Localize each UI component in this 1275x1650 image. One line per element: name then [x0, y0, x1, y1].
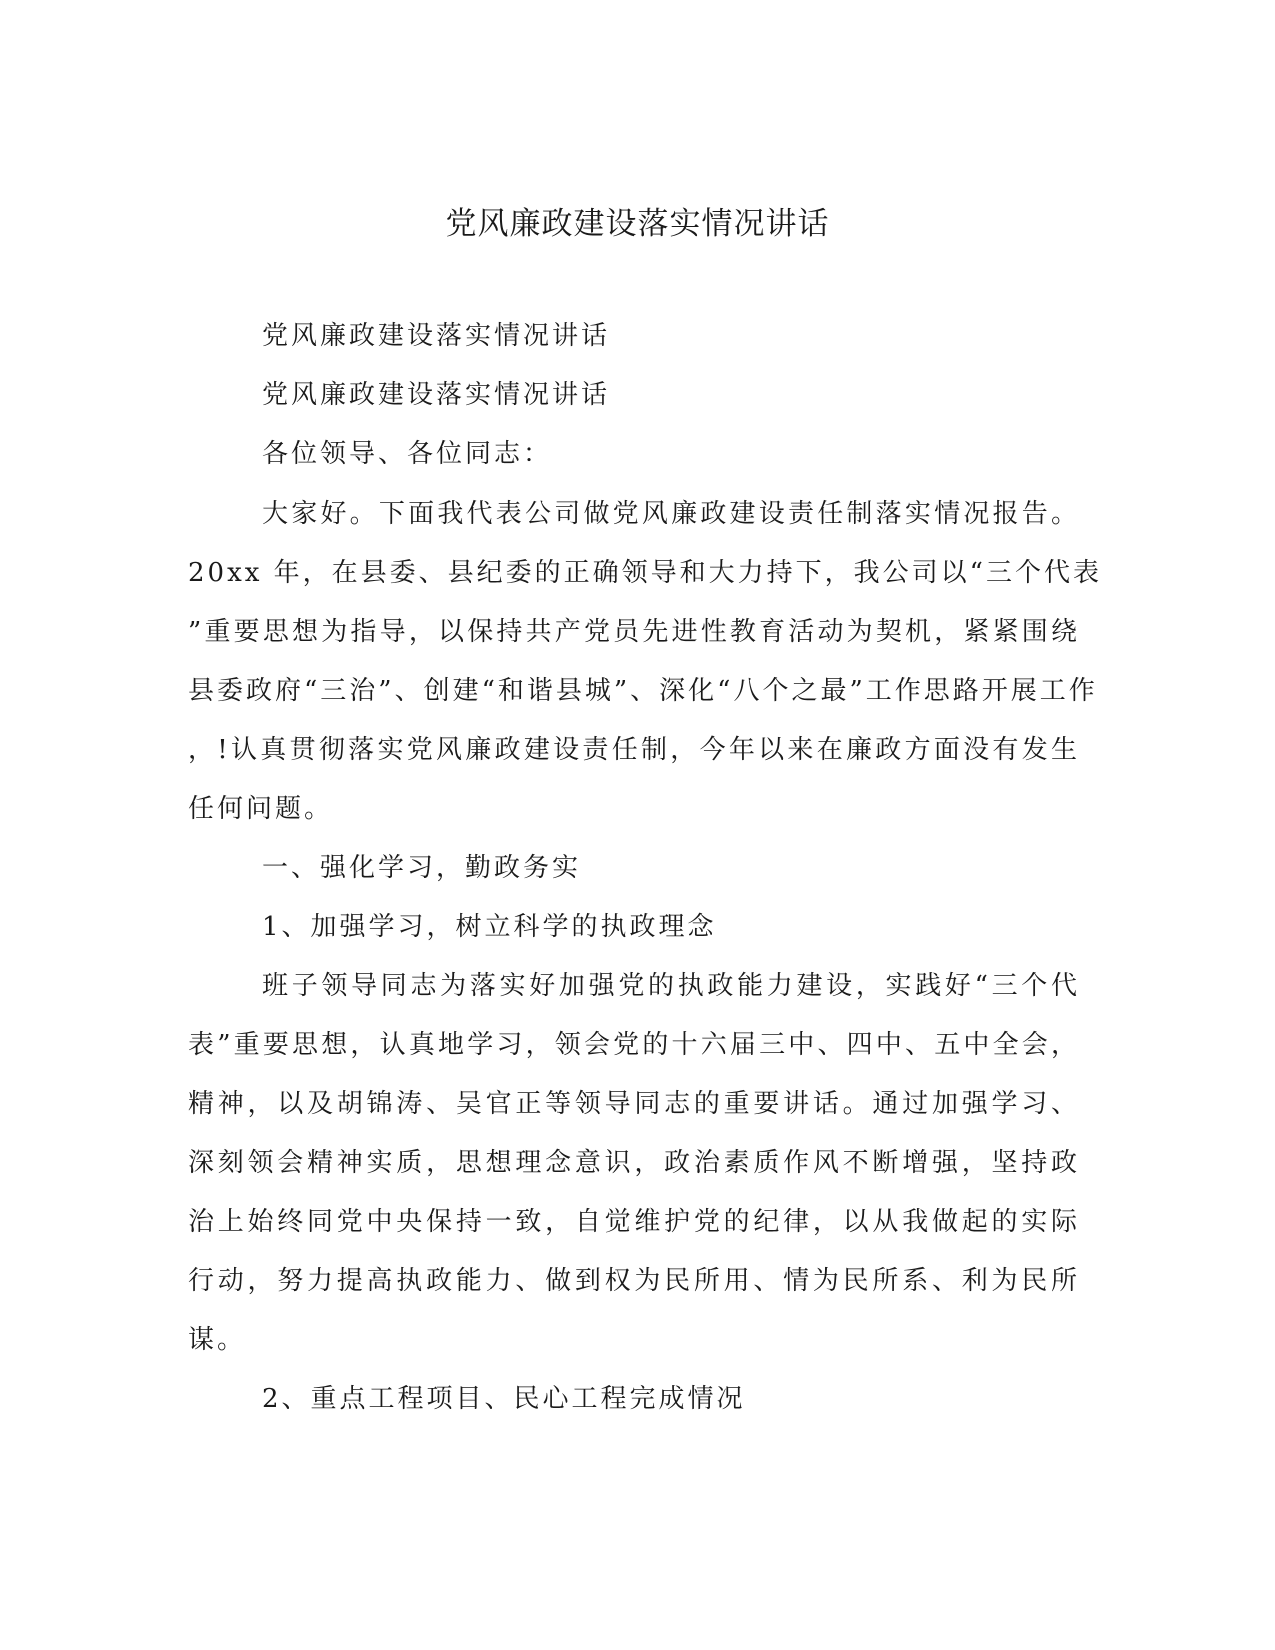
paragraph-line: 行动，努力提高执政能力、做到权为民所用、情为民所系、利为民所 [188, 1266, 1080, 1296]
subsection-heading: 1、加强学习，树立科学的执政理念 [262, 912, 717, 942]
paragraph-line: 表”重要思想，认真地学习，领会党的十六届三中、四中、五中全会， [188, 1030, 1080, 1060]
text-line: 党风廉政建设落实情况讲话 [262, 380, 611, 410]
paragraph-line: 大家好。下面我代表公司做党风廉政建设责任制落实情况报告。 [262, 499, 1080, 529]
section-heading: 一、强化学习，勤政务实 [262, 853, 582, 883]
paragraph-line: 深刻领会精神实质，思想理念意识，政治素质作风不断增强，坚持政 [188, 1148, 1080, 1178]
paragraph-line: 治上始终同党中央保持一致，自觉维护党的纪律，以从我做起的实际 [188, 1207, 1080, 1237]
paragraph-line: 谋。 [188, 1325, 247, 1355]
paragraph-line: 任何问题。 [188, 794, 334, 824]
paragraph-line: ”重要思想为指导，以保持共产党员先进性教育活动为契机，紧紧围绕 [188, 617, 1080, 647]
document-title: 党风廉政建设落实情况讲话 [445, 206, 830, 242]
paragraph-line: 精神，以及胡锦涛、吴官正等领导同志的重要讲话。通过加强学习、 [188, 1089, 1080, 1119]
text-line: 党风廉政建设落实情况讲话 [262, 321, 611, 351]
subsection-heading: 2、重点工程项目、民心工程完成情况 [262, 1384, 746, 1414]
paragraph-line: 县委政府“三治”、创建“和谐县城”、深化“八个之最”工作思路开展工作 [188, 676, 1098, 706]
paragraph-line: 班子领导同志为落实好加强党的执政能力建设，实践好“三个代 [262, 971, 1080, 1001]
paragraph-line: 20xx 年，在县委、县纪委的正确领导和大力持下，我公司以“三个代表 [188, 558, 1102, 588]
paragraph-line: ，!认真贯彻落实党风廉政建设责任制，今年以来在廉政方面没有发生 [188, 735, 1080, 765]
salutation: 各位领导、各位同志： [262, 439, 553, 469]
